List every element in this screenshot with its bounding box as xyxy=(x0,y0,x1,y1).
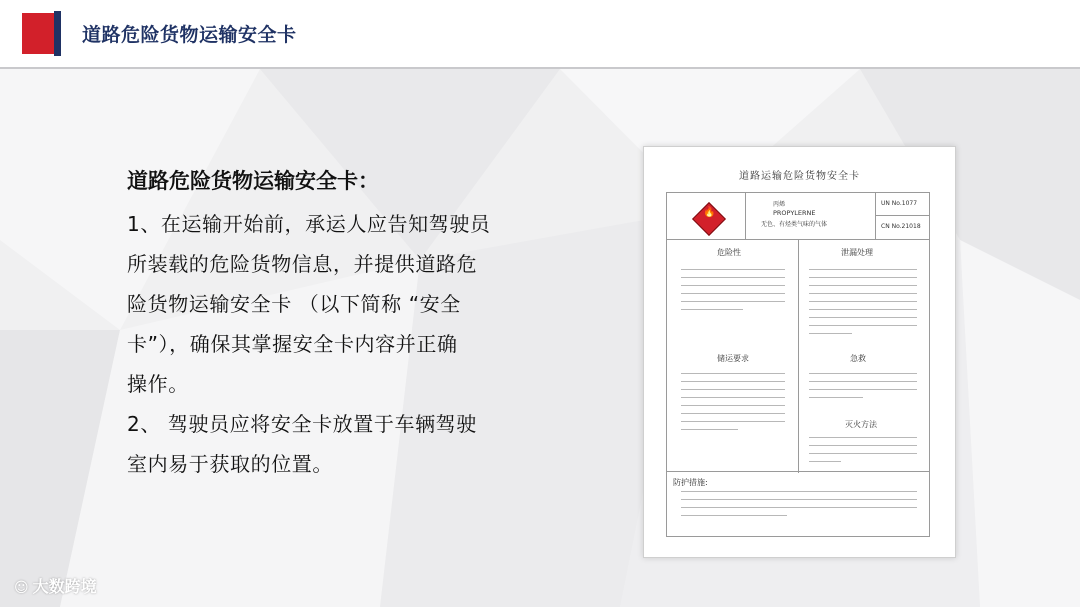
body-text xyxy=(127,162,547,484)
header-red-block xyxy=(22,13,56,54)
body-line: 险货物运输安全卡 （以下简称 “安全 xyxy=(127,292,461,316)
body-line: 2、 驾驶员应将安全卡放置于车辆驾驶 xyxy=(127,412,477,436)
section-fire: 灭火方法 xyxy=(845,420,877,429)
hazard-fine-print xyxy=(681,269,785,317)
watermark xyxy=(14,574,97,597)
header-navy-bar xyxy=(54,11,61,56)
safety-card-image xyxy=(643,146,956,558)
body-line: 室内易于获取的位置。 xyxy=(127,452,333,476)
body-line: 1、在运输开始前，承运人应告知驾驶员 xyxy=(127,212,491,236)
storage-fine-print xyxy=(681,373,785,437)
section-hazard: 危险性 xyxy=(717,248,741,257)
body-line: 卡”），确保其掌握安全卡内容并正确 xyxy=(127,332,458,356)
protection-fine-print xyxy=(681,491,917,523)
section-storage: 储运要求 xyxy=(717,354,749,363)
wechat-logo-icon: ☺ xyxy=(14,580,29,596)
cn-number: CN No.21018 xyxy=(881,223,921,230)
slide-title: 道路危险货物运输安全卡 xyxy=(82,24,297,46)
card-table xyxy=(666,192,930,537)
header-divider xyxy=(0,67,1080,69)
body-heading: 道路危险货物运输安全卡： xyxy=(127,169,379,193)
substance-desc: 无色、有烃类气味的气体 xyxy=(761,221,828,228)
slide-header xyxy=(0,0,1080,68)
first-aid-fine-print xyxy=(809,373,917,405)
fire-fine-print xyxy=(809,437,917,469)
watermark-text: 大数跨境 xyxy=(32,577,97,596)
substance-en: PROPYLERNE xyxy=(773,209,816,217)
body-line: 所装载的危险货物信息，并提供道路危 xyxy=(127,252,478,276)
section-first-aid: 急救 xyxy=(850,354,866,363)
un-number: UN No.1077 xyxy=(881,200,918,207)
substance-cn: 丙烯 xyxy=(773,201,786,208)
card-title: 道路运输危险货物安全卡 xyxy=(739,171,860,182)
body-line: 操作。 xyxy=(127,372,189,396)
leak-fine-print xyxy=(809,269,917,341)
section-protection: 防护措施: xyxy=(673,478,708,487)
flame-icon: 🔥 xyxy=(703,207,716,218)
section-leak: 泄漏处理 xyxy=(841,248,873,257)
